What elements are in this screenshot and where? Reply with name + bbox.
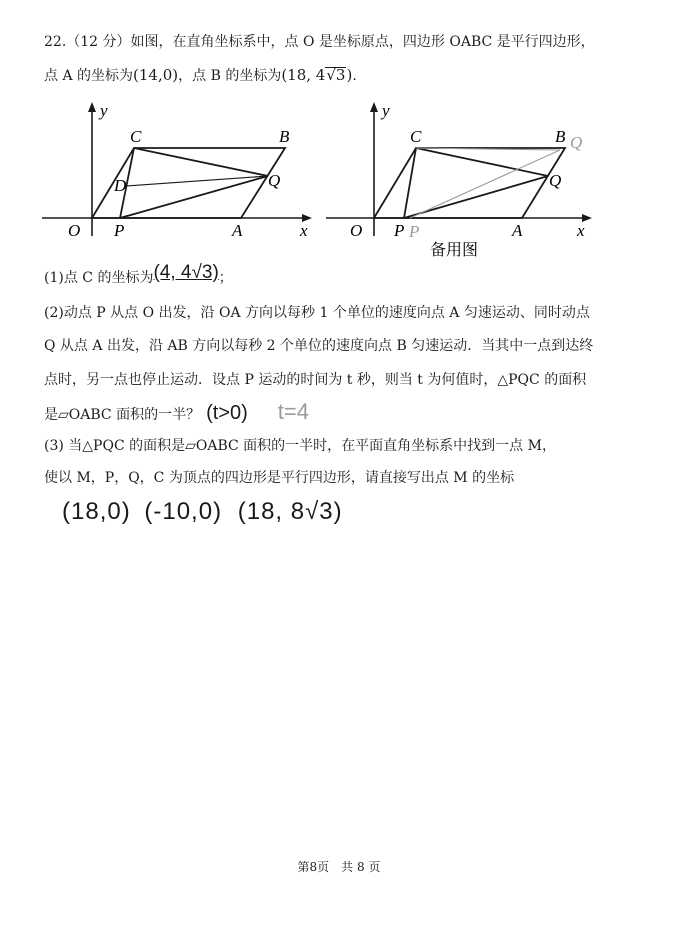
fig2-label-y: y xyxy=(382,101,390,120)
pencil-segment-pq xyxy=(410,150,560,218)
stem-2a: 点 A 的坐标为 xyxy=(44,68,134,84)
part-1-handwritten-answer: (4, 4√3) xyxy=(153,262,219,283)
problem-stem-line-2 xyxy=(44,65,357,85)
fig1-label-o: O xyxy=(68,221,81,240)
fig2-label-o: O xyxy=(350,221,363,240)
part-3-line-2: 使以 M，P，Q，C 为顶点的四边形是平行四边形，请直接写出点 M 的坐标 xyxy=(44,470,515,486)
part-2-line-3: 点时，另一点也停止运动．设点 P 运动的时间为 t 秒，则当 t 为何值时，△PQC 的面积 xyxy=(44,372,587,388)
segment-dq xyxy=(126,176,268,186)
part-1-text: (1)点 C 的坐标为 xyxy=(44,270,154,286)
fig1-label-x: x xyxy=(300,221,308,240)
fig2-label-q: Q xyxy=(549,171,562,190)
fig2-label-p: P xyxy=(394,221,405,240)
answer-m-1: (18,0) xyxy=(62,498,131,525)
fig1-label-d: D xyxy=(114,176,127,195)
b-coordinate: (18, 4√3) xyxy=(281,66,353,84)
figure-2-caption: 备用图 xyxy=(430,240,479,259)
problem-number: 22. xyxy=(44,34,67,50)
part-2-question: 是▱OABC 面积的一半？ xyxy=(44,407,201,423)
y-axis-arrow xyxy=(88,102,96,112)
sqrt-symbol: √3 xyxy=(326,66,346,84)
a-coordinate: (14,0) xyxy=(133,66,179,84)
fig2-label-c: C xyxy=(410,127,422,146)
page-footer: 第8页 共 8 页 xyxy=(297,860,381,874)
fig1-label-q: Q xyxy=(268,171,281,190)
fig2-pencil-p: P xyxy=(409,222,420,241)
figure-1 xyxy=(38,98,320,243)
part-2-line-1: (2)动点 P 从点 O 出发，沿 OA 方向以每秒 1 个单位的速度向点 A 匀速运动、同时动点 xyxy=(44,305,590,321)
fig1-label-a: A xyxy=(232,221,243,240)
part-2-handwritten-answer: t=4 xyxy=(277,399,309,424)
fig1-label-c: C xyxy=(130,127,142,146)
fig2-pencil-q: Q xyxy=(570,133,583,152)
part-1-line xyxy=(44,262,233,288)
stem-2c: . xyxy=(352,68,357,84)
fig1-label-p: P xyxy=(114,221,125,240)
part-2-handwritten-condition: (t>0) xyxy=(206,402,248,424)
fig1-label-b: B xyxy=(279,127,290,146)
stem-2b: ，点 B 的坐标为 xyxy=(178,68,282,84)
fig1-label-y: y xyxy=(100,101,108,120)
part-3-line-1: (3) 当△PQC 的面积是▱OABC 面积的一半时，在平面直角坐标系中找到一点 M， xyxy=(44,438,556,454)
fig2-label-b: B xyxy=(555,127,566,146)
answer-m-2: (-10,0) xyxy=(144,498,223,525)
part-2-line-4 xyxy=(44,399,309,425)
part-1-end: ； xyxy=(218,270,233,286)
fig2-label-a: A xyxy=(512,221,523,240)
problem-score: （12 分） xyxy=(66,34,131,50)
part-3-handwritten-answers xyxy=(62,498,343,526)
problem-stem-line-1 xyxy=(44,31,595,51)
y-axis-arrow xyxy=(370,102,378,112)
answer-m-3: (18, 8√3) xyxy=(237,498,343,525)
segment-cq xyxy=(134,148,268,176)
part-2-line-2: Q 从点 A 出发，沿 AB 方向以每秒 2 个单位的速度向点 B 匀速运动．当其中一点到达终 xyxy=(44,338,594,354)
fig2-label-x: x xyxy=(577,221,585,240)
figure-2 xyxy=(322,98,604,263)
problem-stem-1: 如图，在直角坐标系中，点 O 是坐标原点，四边形 OABC 是平行四边形， xyxy=(130,34,595,50)
segment-cq xyxy=(416,148,548,176)
